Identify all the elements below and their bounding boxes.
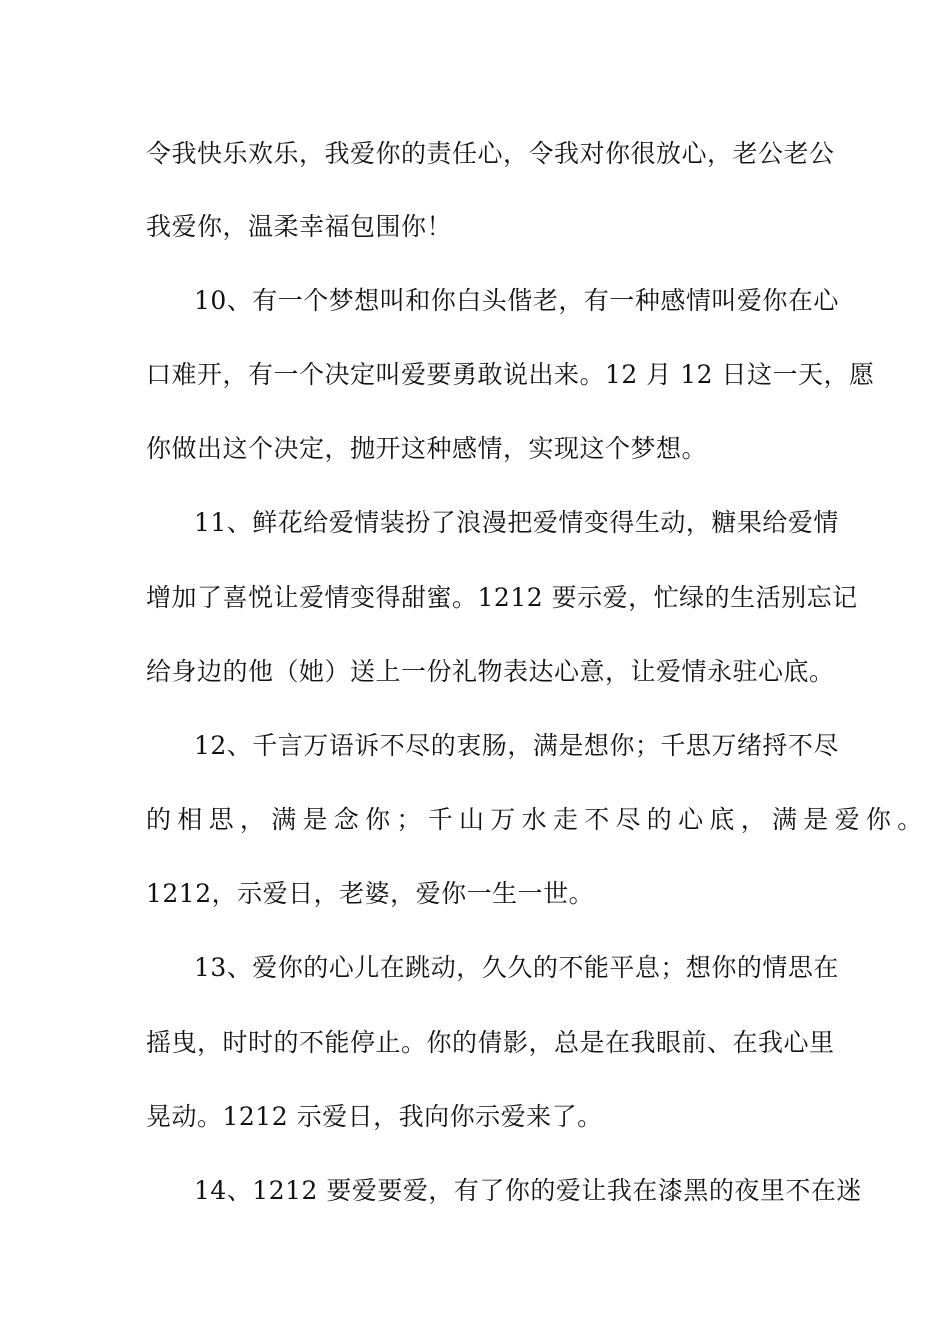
paragraph-14-line-1: 14、1212 要爱要爱，有了你的爱让我在漆黑的夜里不在迷 xyxy=(194,1176,862,1205)
paragraph-12-line-3: 1212，示爱日，老婆，爱你一生一世。 xyxy=(146,879,595,908)
text-line-1: 令我快乐欢乐，我爱你的责任心，令我对你很放心，老公老公 xyxy=(146,139,835,168)
paragraph-10-line-2: 口难开，有一个决定叫爱要勇敢说出来。12 月 12 日这一天，愿 xyxy=(146,360,875,389)
paragraph-11-line-1: 11、鲜花给爱情装扮了浪漫把爱情变得生动，糖果给爱情 xyxy=(194,508,839,537)
paragraph-11-line-3: 给身边的他（她）送上一份礼物表达心意，让爱情永驻心底。 xyxy=(146,657,835,686)
paragraph-13-line-3: 晃动。1212 示爱日，我向你示爱来了。 xyxy=(146,1102,603,1131)
paragraph-12-line-1: 12、千言万语诉不尽的衷肠，满是想你；千思万绪捋不尽 xyxy=(194,731,839,760)
paragraph-10-line-3: 你做出这个决定，抛开这种感情，实现这个梦想。 xyxy=(146,434,708,463)
paragraph-13-line-2: 摇曳，时时的不能停止。你的倩影，总是在我眼前、在我心里 xyxy=(146,1028,835,1057)
paragraph-13-line-1: 13、爱你的心儿在跳动，久久的不能平息；想你的情思在 xyxy=(194,953,839,982)
text-line-2: 我爱你，温柔幸福包围你！ xyxy=(146,212,453,241)
paragraph-11-line-2: 增加了喜悦让爱情变得甜蜜。1212 要示爱，忙绿的生活别忘记 xyxy=(146,583,858,612)
paragraph-10-line-1: 10、有一个梦想叫和你白头偕老，有一种感情叫爱你在心 xyxy=(194,286,839,315)
paragraph-12-line-2: 的相思，满是念你；千山万水走不尽的心底，满是爱你。 xyxy=(146,805,929,834)
